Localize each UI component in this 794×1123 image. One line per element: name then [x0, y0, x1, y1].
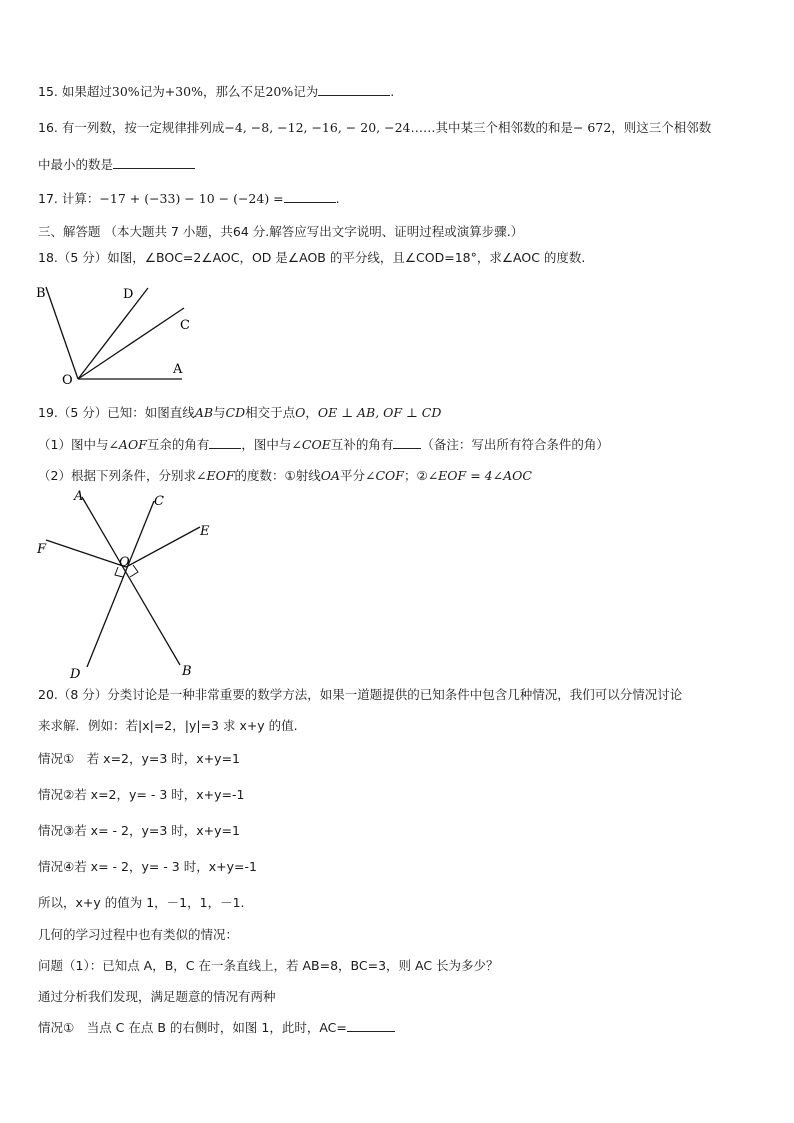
- line-ab: [82, 497, 180, 665]
- label-a: A: [74, 489, 84, 504]
- question-19: 19.（5 分）已知：如图直线AB与CD相交于点O，OE ⊥ AB, OF ⊥ CD: [38, 405, 442, 420]
- conclusion: 所以，x+y 的值为 1，－1，1，－1.: [38, 895, 245, 910]
- question-17: 17. 计算：−17 + (−33) − 10 − (−24) = .: [38, 191, 340, 206]
- question-20-line2: 来求解．例如：若|x|=2，|y|=3 求 x+y 的值.: [38, 718, 298, 733]
- answer-blank-16[interactable]: [113, 168, 195, 169]
- question-19-part-2: （2）根据下列条件，分别求∠EOF的度数：①射线OA平分∠COF；②∠EOF = 4∠AOC: [38, 468, 532, 483]
- ray-ob: [46, 287, 78, 379]
- label-c: C: [180, 318, 190, 333]
- case-3: 情况③若 x= - 2，y=3 时，x+y=1: [38, 823, 240, 838]
- answer-blank-19-1a[interactable]: [209, 448, 241, 449]
- ray-od: [78, 288, 148, 379]
- question-20-line1: 20.（8 分）分类讨论是一种非常重要的数学方法，如果一道题提供的已知条件中包含几种情况，我们可以分情况讨论: [38, 687, 683, 702]
- label-b: B: [182, 664, 192, 679]
- ray-of: [46, 540, 126, 567]
- label-e: E: [200, 524, 210, 539]
- label-d: D: [70, 667, 81, 680]
- label-o: O: [119, 555, 130, 570]
- question-18: 18.（5 分）如图，∠BOC=2∠AOC，OD 是∠AOB 的平分线，且∠COD=18°，求∠AOC 的度数.: [38, 250, 586, 265]
- ray-oe: [126, 527, 200, 567]
- ray-oc: [78, 308, 184, 379]
- question-15: 15. 如果超过30%记为+30%，那么不足20%记为 .: [38, 84, 395, 99]
- question-19-figure: [30, 485, 230, 680]
- question-19-part-1: （1）图中与∠AOF互余的角有 ，图中与∠COE互补的角有 （备注：写出所有符合条件的角）: [38, 437, 609, 452]
- question-18-figure: [30, 278, 210, 390]
- line-cd: [87, 501, 154, 667]
- question-16-line2: 中最小的数是: [38, 156, 195, 174]
- section-3-header: 三、解答题 （本大题共 7 小题，共64 分.解答应写出文字说明、证明过程或演算步骤.）: [38, 224, 524, 239]
- case-4: 情况④若 x= - 2，y= - 3 时，x+y=-1: [38, 859, 257, 874]
- problem-1: 问题（1）：已知点 A，B，C 在一条直线上，若 AB=8，BC=3，则 AC 长为多少？: [38, 958, 499, 973]
- case-2: 情况②若 x=2，y= - 3 时，x+y=-1: [38, 787, 245, 802]
- analysis: 通过分析我们发现，满足题意的情况有两种: [38, 989, 276, 1004]
- answer-blank-19-1b[interactable]: [393, 448, 421, 449]
- question-16: 16. 有一列数，按一定规律排列成−4, −8, −12, −16, − 20, −24……其中某三个相邻数的和是− 672，则这三个相邻数: [38, 120, 712, 135]
- label-o: O: [62, 373, 73, 388]
- answer-blank-17[interactable]: [284, 202, 336, 203]
- answer-blank-20-ac[interactable]: [347, 1031, 395, 1032]
- label-d: D: [123, 287, 134, 302]
- geometry-intro: 几何的学习过程中也有类似的情况：: [38, 927, 239, 942]
- label-a: A: [173, 362, 183, 377]
- label-b: B: [36, 286, 46, 301]
- label-c: C: [154, 494, 164, 509]
- label-f: F: [37, 542, 47, 557]
- answer-blank-15[interactable]: [318, 95, 390, 96]
- case-1: 情况① 若 x=2，y=3 时，x+y=1: [38, 751, 240, 766]
- situation-1: 情况① 当点 C 在点 B 的右侧时，如图 1，此时，AC=: [38, 1019, 395, 1037]
- right-angle-mark-e: [130, 565, 138, 577]
